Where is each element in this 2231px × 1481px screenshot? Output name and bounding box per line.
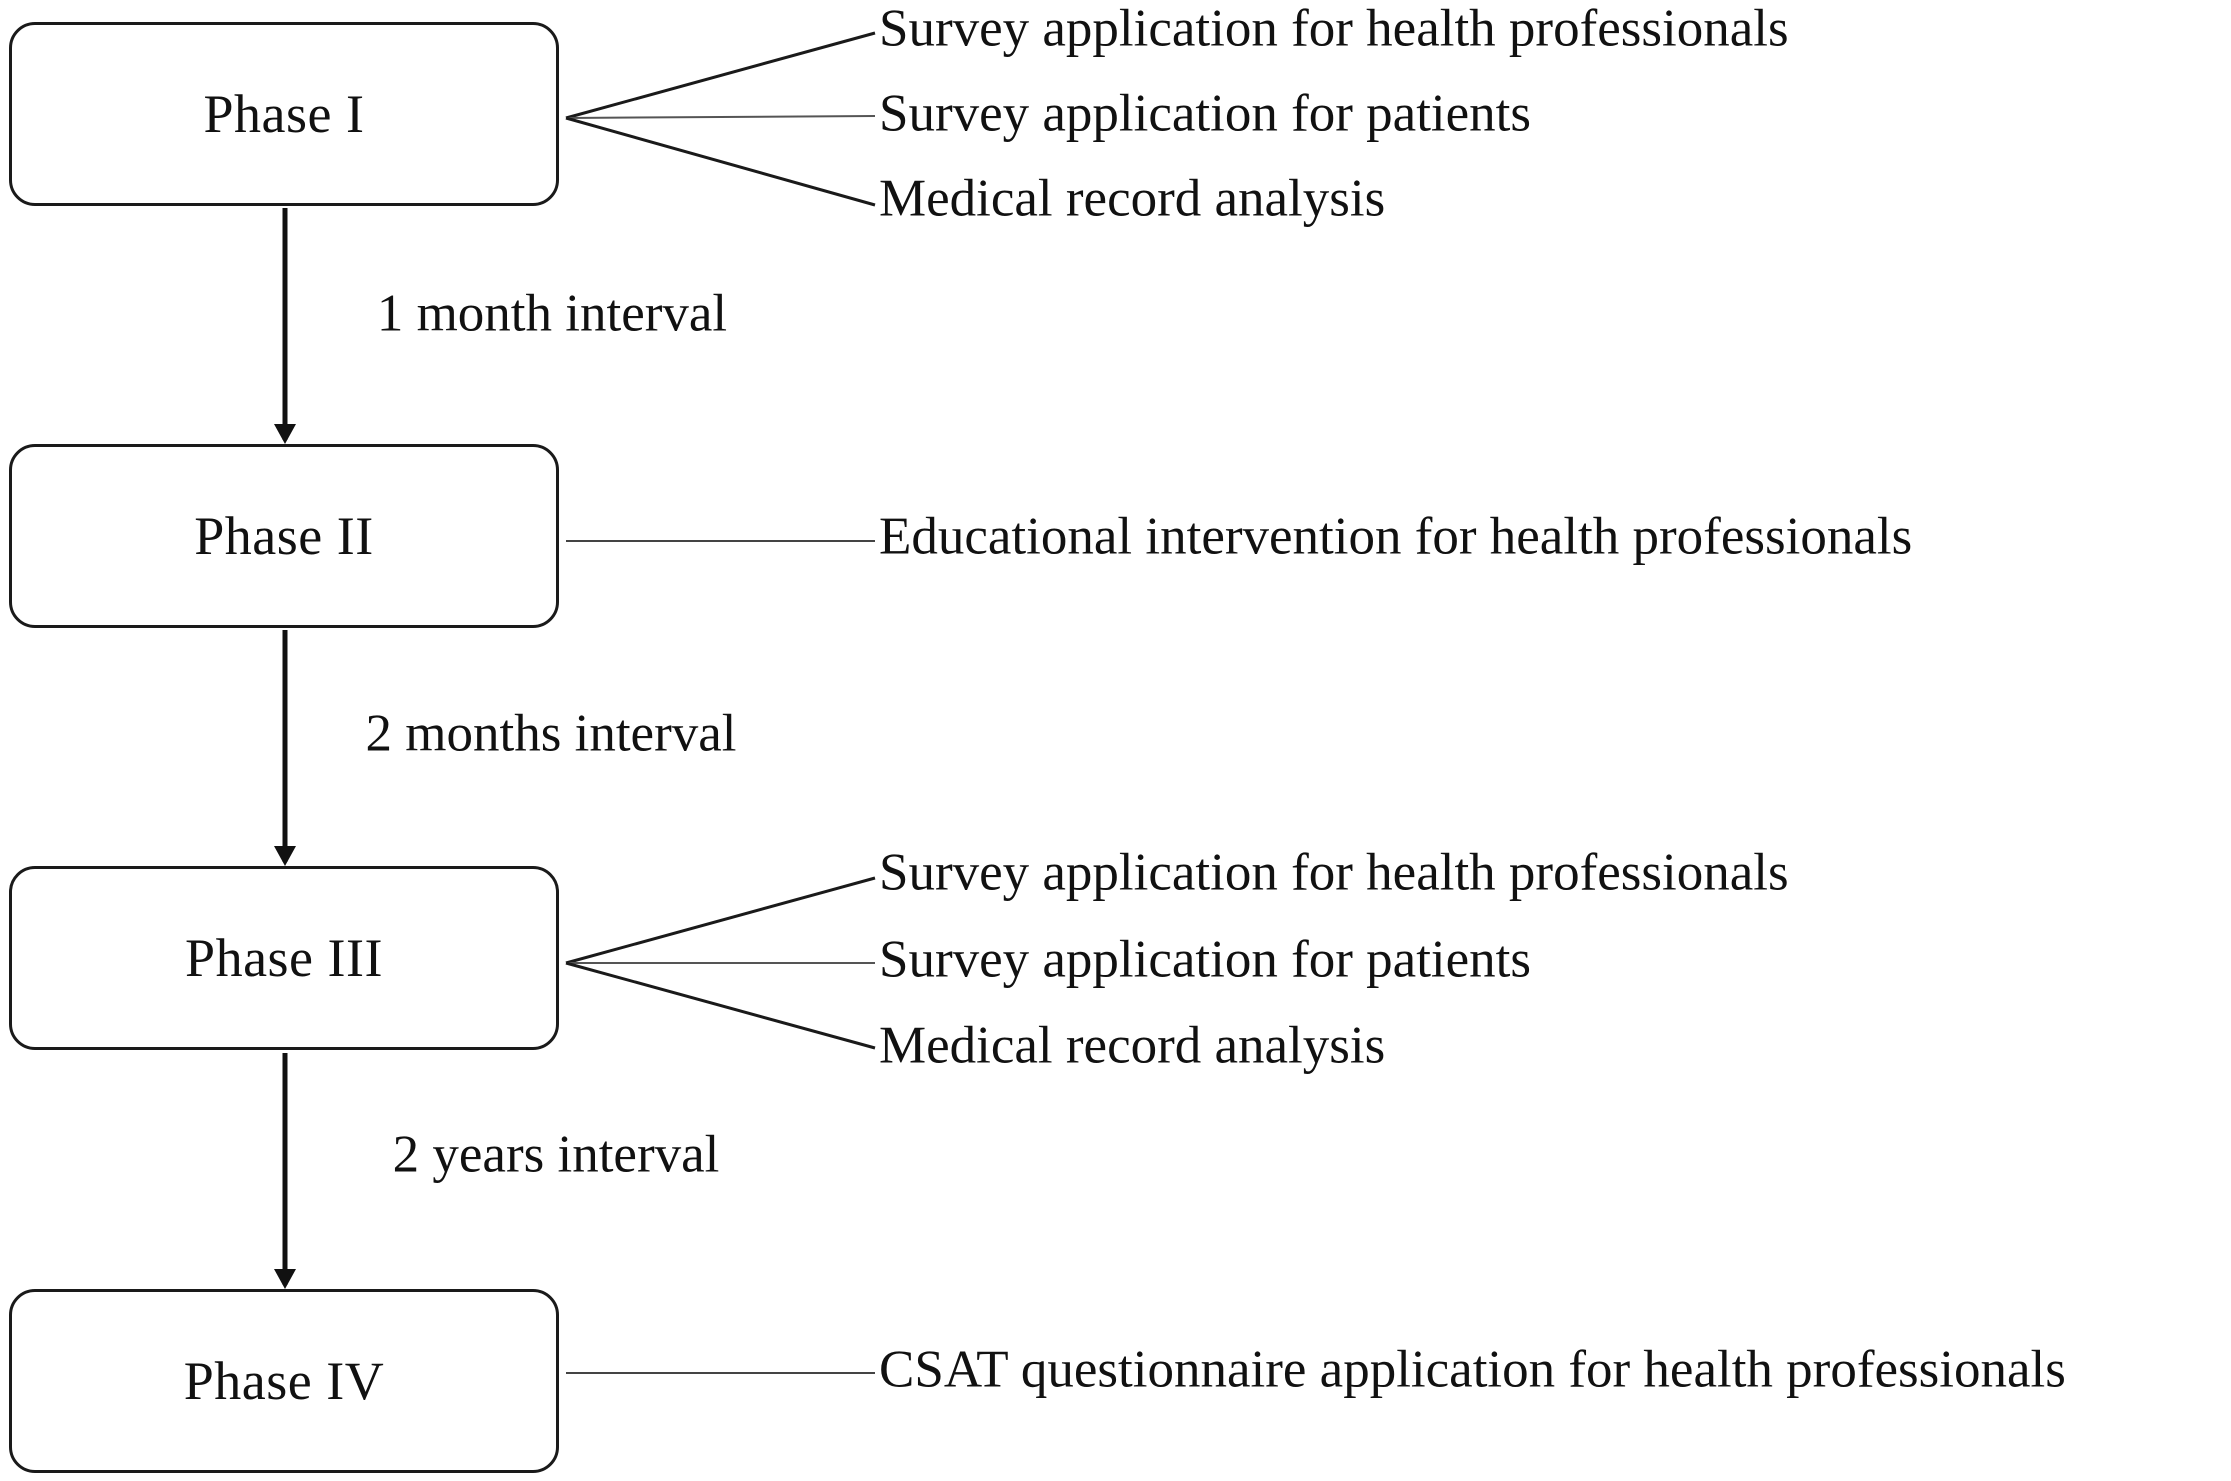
arrowhead-phase4 (274, 1269, 296, 1289)
branch-phase3-activity1 (566, 878, 875, 963)
phase-3-box (9, 866, 559, 1050)
phase-1-activity-3: Medical record analysis (879, 169, 1386, 228)
phase-1-box (9, 22, 559, 206)
arrowhead-phase2 (274, 424, 296, 444)
phase-4-activity-1: CSAT questionnaire application for health professionals (879, 1340, 2066, 1399)
arrowhead-phase3 (274, 846, 296, 866)
phase-4-label: Phase IV (183, 1351, 385, 1411)
phase-4-box (9, 1289, 559, 1473)
branch-phase3-activity3 (566, 963, 875, 1048)
phase-1-label: Phase I (203, 84, 365, 144)
phase-3-label: Phase III (185, 928, 383, 988)
phase-3-activity-3: Medical record analysis (879, 1016, 1386, 1075)
phase-3-activity-1: Survey application for health professionals (879, 843, 1789, 902)
phase-1-activity-1: Survey application for health professionals (879, 0, 1789, 58)
phase-3-activity-2: Survey application for patients (879, 930, 1532, 989)
branch-phase1-activity1 (566, 33, 875, 118)
interval-2-label: 2 months interval (365, 704, 737, 763)
phase-2-activity-1: Educational intervention for health professionals (879, 507, 1913, 566)
phase-1-activity-2: Survey application for patients (879, 84, 1532, 143)
interval-3-label: 2 years interval (392, 1125, 720, 1184)
phase-2-box (9, 444, 559, 628)
interval-1-label: 1 month interval (376, 284, 728, 343)
branch-phase1-activity3 (566, 118, 875, 205)
branch-phase1-activity2 (566, 116, 875, 118)
phase-2-label: Phase II (194, 506, 374, 566)
